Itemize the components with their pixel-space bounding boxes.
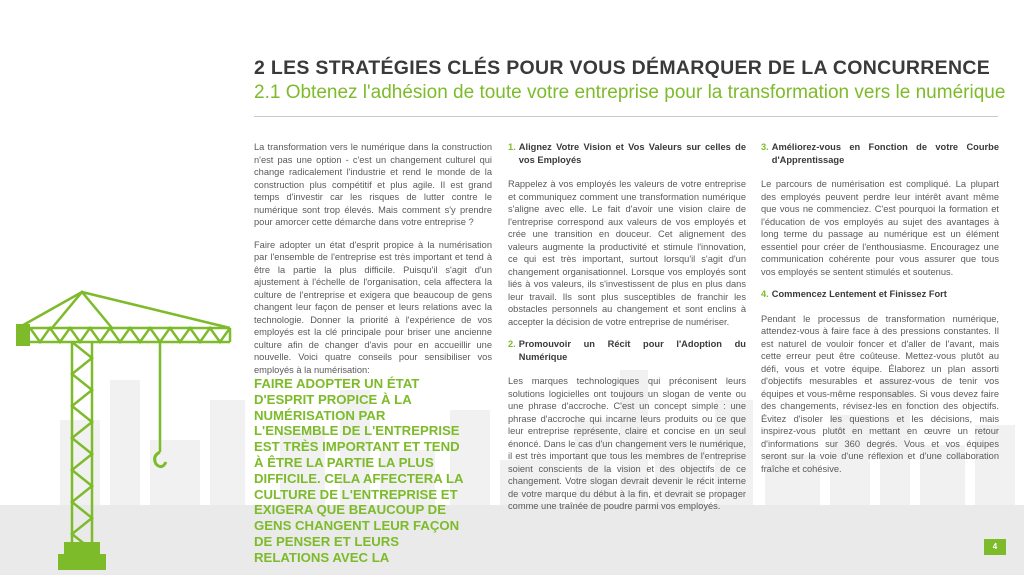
section-heading-4 xyxy=(761,288,999,301)
section-heading-text: Améliorez-vous en Fonction de votre Courbe d'Apprentissage xyxy=(771,142,999,165)
section-heading-text: Alignez Votre Vision et Vos Valeurs sur celles de vos Employés xyxy=(518,142,746,165)
section-paragraph: Pendant le processus de transformation numérique, attendez-vous à faire face à des pressions constantes. Il est naturel de vouloir foncer et d'aller de l'avant, mais cette erreur peut être coûteuse. Mettez-vous plutôt au défi, vous et votre équipe. Élaborez un plan assorti d'objectifs mesurables et assurez-vous de tenir vos équipes et vous-même responsables. Si vous devez faire des changements, révisez-les en fonction des objectifs. Évitez d'isoler les questions et les décisions, mais inspirez-vous plutôt en mettant en œuvre un retour d'informations sur 360 degrés. Vous et vos équipes seront sur la voie d'une réflexion et d'une collaboration fraîche et cohésive. xyxy=(761,313,999,474)
section-heading-3 xyxy=(761,141,999,166)
section-number: 3. xyxy=(761,142,769,152)
column-2 xyxy=(508,141,746,523)
section-paragraph: Rappelez à vos employés les valeurs de votre entreprise et communiquez comment une transformation numérique s'aligne avec elle. Le fait d'avoir une vision claire de l'entreprise correspond aux valeurs de vos employés et crée une transition en douceur. Cet alignement des valeurs augmente la productivité et stimule l'innovation, ce qui est très important, surtout lorsqu'il s'agit d'un changement organisationnel. Lorsque vos employés sont liés à vos valeurs, ils s'investissent de plus en plus dans leur travail. Ils sont plus susceptibles de franchir les obstacles personnels au changement et sont enclins à accepter la décision de votre entreprise de numériser. xyxy=(508,179,746,327)
section-number: 4. xyxy=(761,289,769,299)
header-divider xyxy=(254,116,998,117)
column-1 xyxy=(254,141,492,386)
page-title: 2 LES STRATÉGIES CLÉS POUR VOUS DÉMARQUER DE LA CONCURRENCE xyxy=(254,57,991,79)
section-paragraph: Les marques technologiques qui préconisent leurs solutions logicielles ont toujours un slogan de vente ou une phrase d'accroche. C'est un concept simple : une phrase d'accroche qui incarne leurs produits ou ce que leur entreprise représente, claire et concise en un seul énoncé. Dans le cas d'un changement vers le numérique, il est très important que tous les membres de l'entreprise soient conscients de la vision et des objectifs de ce changement. Votre slogan devrait devenir le récit interne de votre marque du début à la fin, et devrait se propager comme une traînée de poudre parmi vos employés. xyxy=(508,376,746,511)
page-subtitle: 2.1 Obtenez l'adhésion de toute votre entreprise pour la transformation vers le numérique xyxy=(254,82,1006,103)
tower-crane-illustration xyxy=(0,280,240,575)
section-heading-text: Promouvoir un Récit pour l'Adoption du Numérique xyxy=(518,339,746,362)
section-heading-1 xyxy=(508,141,746,166)
section-paragraph: Le parcours de numérisation est compliqué. La plupart des employés peuvent perdre leur intérêt avant même que vous ne commenciez. C'est pourquoi la formation et l'éducation de vos employés au sujet des avantages à long terme du passage au numérique est un élément essentiel pour créer de l'enthousiasme. Encouragez une communication cohérente pour vous assurer que tous vos employés se sentent stimulés et soutenus. xyxy=(761,179,999,277)
section-heading-2 xyxy=(508,338,746,363)
section-heading-text: Commencez Lentement et Finissez Fort xyxy=(771,289,947,299)
section-number: 2. xyxy=(508,339,516,349)
body-paragraph: Faire adopter un état d'esprit propice à la numérisation par l'ensemble de l'entreprise est très important et tend à être la partie la plus difficile. Puisqu'il s'agit d'un ajustement à l'échelle de l'organisation, cela affectera la culture de l'entreprise et exigera que beaucoup de gens changent leur façon de penser et leurs relations avec la technologie. Donner la priorité à l'expérience de vos employés est la clé principale pour briser une ancienne culture afin de changer d'avis pour en accueillir une nouvelle. Voici quatre conseils pour sensibiliser vos employés à la numérisation: xyxy=(254,239,492,375)
intro-paragraph: La transformation vers le numérique dans la construction n'est pas une option - c'est un changement culturel qui change radicalement l'industrie et rend le monde de la construction plus compétitif et plus agile. Il est grand temps d'investir car les risques de lutter contre le numérique sont trop élevés. Mais comment s'y prendre pour amorcer cette démarche dans votre entreprise ? xyxy=(254,142,492,227)
section-number: 1. xyxy=(508,142,516,152)
column-3 xyxy=(761,141,999,485)
pull-quote: FAIRE ADOPTER UN ÉTAT D'ESPRIT PROPICE À LA NUMÉRISATION PAR L'ENSEMBLE DE L'ENTREPRISE EST TRÈS IMPORTANT ET TEND À ÊTRE LA PARTIE LA PLUS DIFFICILE. CELA AFFECTERA LA CULTURE DE L'ENTREPRISE ET EXIGERA QUE BEAUCOUP DE GENS CHANGENT LEUR FAÇON DE PENSER ET LEURS RELATIONS AVEC LA xyxy=(254,376,464,565)
page-number-badge: 4 xyxy=(984,539,1006,555)
